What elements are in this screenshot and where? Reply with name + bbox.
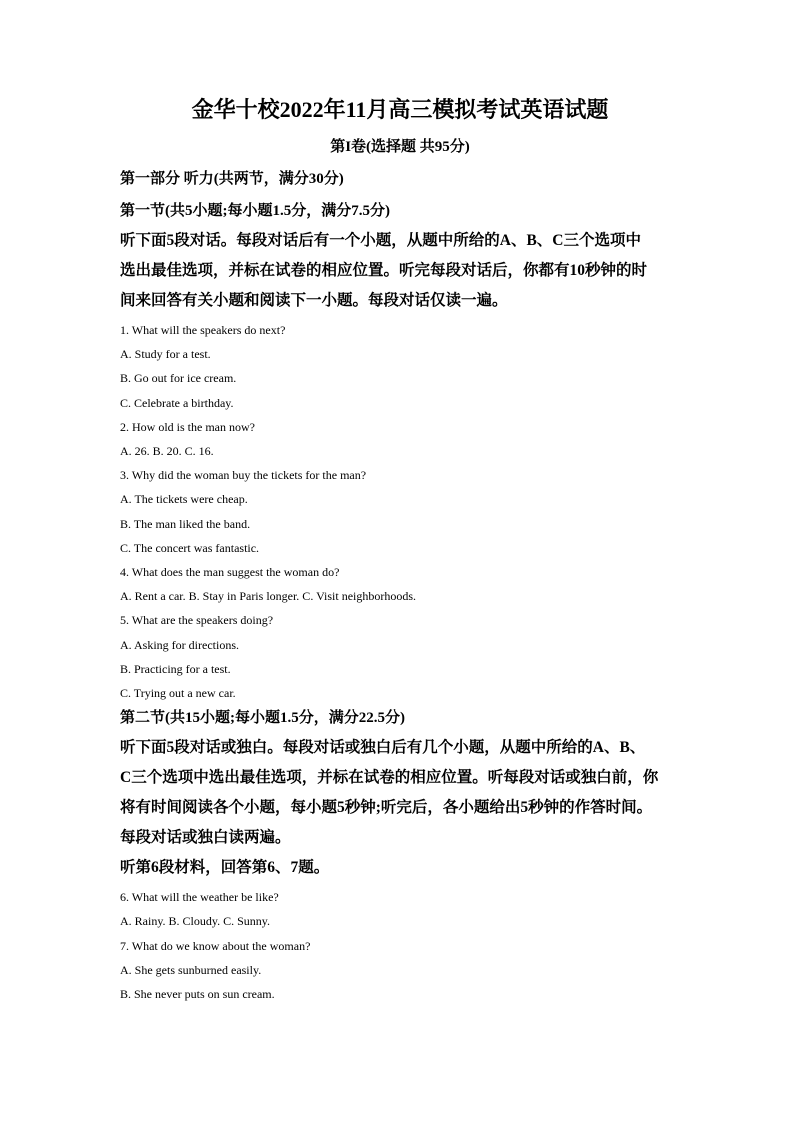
volume-heading: 第I卷(选择题 共95分) [330,139,470,155]
option-line: B. Go out for ice cream. [120,371,237,386]
option-line: B. The man liked the band. [120,516,251,531]
part1-heading: 第一部分 听力(共两节，满分30分) [120,171,344,187]
option-line: A. Rent a car. B. Stay in Paris longer. C. Visit neighborhoods. [120,589,417,604]
instruction-line: 每段对话或独白读两遍。 [120,829,291,847]
question-line: 4. What does the man suggest the woman do? [120,565,340,580]
option-line: B. Practicing for a test. [120,661,231,676]
option-line: C. Celebrate a birthday. [120,395,234,410]
option-line: A. She gets sunburned easily. [120,962,262,977]
instruction-line: 选出最佳选项，并标在试卷的相应位置。听完每段对话后，你都有10秒钟的时 [120,262,648,279]
section1-heading: 第一节(共5小题;每小题1.5分，满分7.5分) [120,203,390,219]
instruction-line: 听下面5段对话或独白。每段对话或独白后有几个小题，从题中所给的A、B、 [120,739,646,757]
option-line: A. Study for a test. [120,347,211,362]
option-line: A. 26. B. 20. C. 16. [120,444,214,459]
section1-instructions [120,226,680,316]
option-line: B. She never puts on sun cream. [120,987,275,1002]
instruction-line: 听下面5段对话。每段对话后有一个小题，从题中所给的A、B、C三个选项中 [120,232,641,249]
question-line: 1. What will the speakers do next? [120,323,286,337]
question-line: 6. What will the weather be like? [120,890,279,905]
instruction-line: 间来回答有关小题和阅读下一小题。每段对话仅读一遍。 [120,292,508,309]
question-line: 2. How old is the man now? [120,419,255,434]
section1-questions [120,318,680,705]
material-heading: 听第6段材料，回答第6、7题。 [120,859,330,877]
question-line: 3. Why did the woman buy the tickets for the man? [120,468,367,483]
instruction-line: 将有时间阅读各个小题，每小题5秒钟;听完后，各小题给出5秒钟的作答时间。 [120,799,653,817]
question-line: 7. What do we know about the woman? [120,938,311,953]
option-line: A. The tickets were cheap. [120,492,248,507]
exam-page [120,92,680,1006]
exam-title: 金华十校2022年11月高三模拟考试英语试题 [191,97,609,122]
section2-instructions [120,733,680,883]
section2-heading: 第二节(共15小题;每小题1.5分，满分22.5分) [120,710,405,727]
option-line: C. The concert was fantastic. [120,540,260,555]
option-line: A. Asking for directions. [120,637,239,652]
option-line: A. Rainy. B. Cloudy. C. Sunny. [120,914,271,929]
option-line: C. Trying out a new car. [120,686,236,701]
instruction-line: C三个选项中选出最佳选项，并标在试卷的相应位置。听每段对话或独白前，你 [120,769,659,787]
question-line: 5. What are the speakers doing? [120,613,274,628]
section2-questions [120,885,680,1006]
